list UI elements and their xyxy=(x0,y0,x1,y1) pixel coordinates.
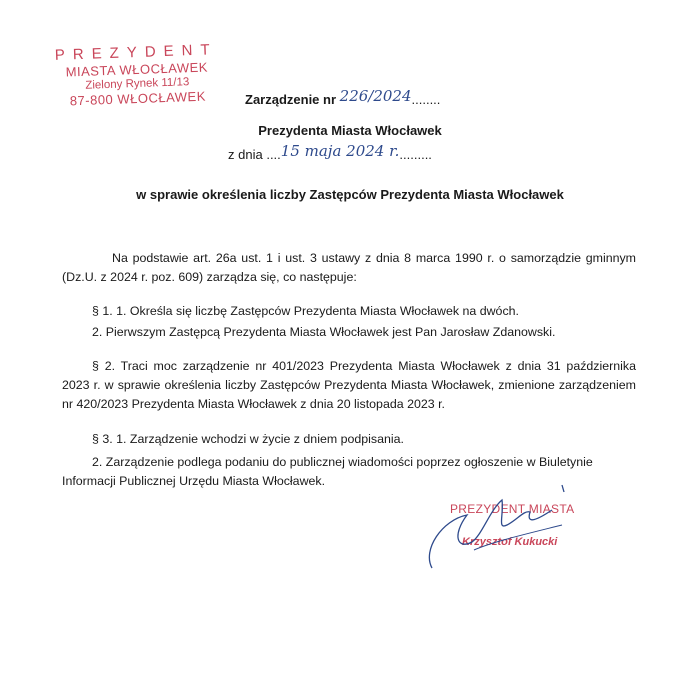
document-title xyxy=(245,87,485,108)
signature-name: Krzysztof Kukucki xyxy=(462,536,558,548)
paragraph-3-item-2: 2. Zarządzenie podlega podaniu do publicznej wiadomości poprzez ogłoszenie w Biuletynie Informacji Publicznej Urzędu Miasta Włocławek. xyxy=(62,455,593,488)
stamp-line-1: PREZYDENT xyxy=(54,41,218,64)
paragraph-2: § 2. Traci moc zarządzenie nr 401/2023 Prezydenta Miasta Włocławek z dnia 31 października 2023 r. w sprawie określenia liczby Zastępców Prezydenta Miasta Włocławek, zmienione zarządzeniem nr 420/2023 Prezydenta Miasta Włocławek z dnia 20 listopada 2023 r. xyxy=(62,359,636,411)
stamp-line-4: 87-800 WŁOCŁAWEK xyxy=(69,88,207,109)
paragraph-1-item-2: 2. Pierwszym Zastępcą Prezydenta Miasta Włocławek jest Pan Jarosław Zdanowski. xyxy=(92,325,556,339)
stamp-line-2: MIASTA WŁOCŁAWEK xyxy=(65,59,209,80)
title-prefix: Zarządzenie nr xyxy=(245,92,337,107)
stamp-line-3: Zielony Rynek 11/13 xyxy=(85,76,190,92)
number-dots: ........ xyxy=(411,92,441,107)
handwritten-signature-icon xyxy=(412,480,575,580)
issuer-line: Prezydenta Miasta Włocławek xyxy=(258,123,442,138)
handwritten-date: 15 maja 2024 r. xyxy=(280,142,400,160)
signature-title: PREZYDENT MIASTA xyxy=(450,502,575,516)
date-line xyxy=(228,142,528,163)
intro-paragraph: Na podstawie art. 26a ust. 1 i ust. 3 ustawy z dnia 8 marca 1990 r. o samorządzie gminnym (Dz.U. z 2024 r. poz. 609) zarządza się, co następuje: xyxy=(62,251,636,284)
date-dots-after: ......... xyxy=(399,147,432,162)
official-stamp xyxy=(51,41,223,109)
paragraph-3-item-1: § 3. 1. Zarządzenie wchodzi w życie z dniem podpisania. xyxy=(92,432,404,446)
paragraph-1-item-1: § 1. 1. Określa się liczbę Zastępców Prezydenta Miasta Włocławek na dwóch. xyxy=(92,304,519,318)
date-prefix: z dnia xyxy=(228,147,263,162)
document-subject: w sprawie określenia liczby Zastępców Prezydenta Miasta Włocławek xyxy=(136,187,564,202)
handwritten-number: 226/2024 xyxy=(339,87,412,105)
date-dots-before: .... xyxy=(266,147,281,162)
